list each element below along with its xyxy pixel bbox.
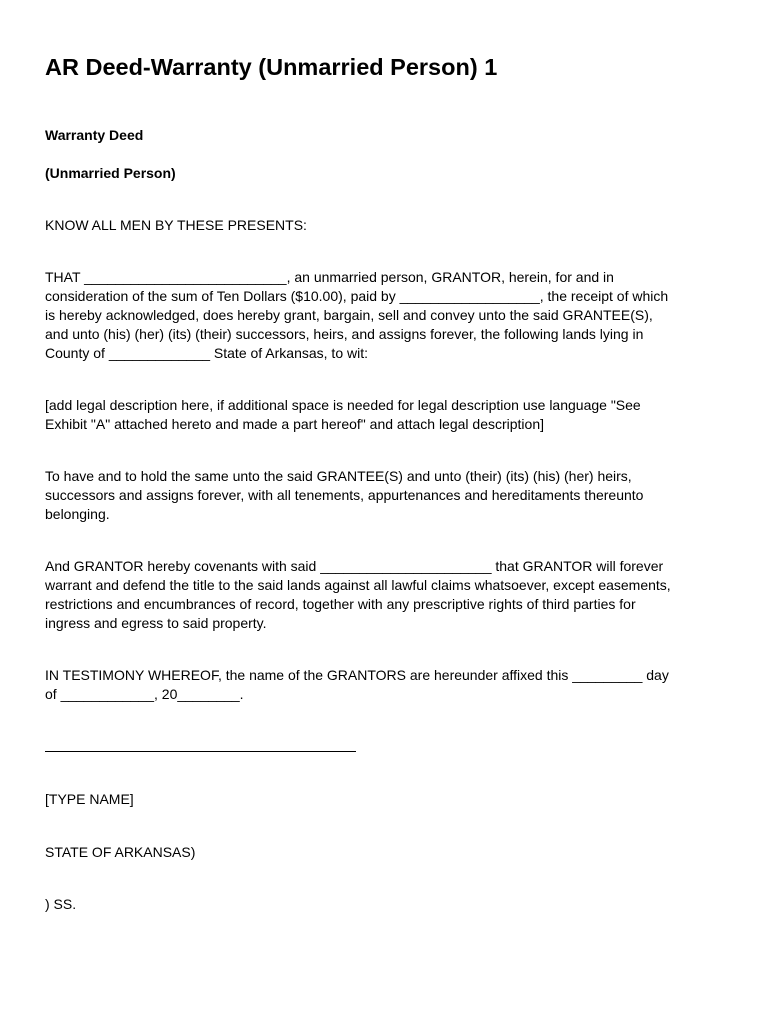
intro-text: KNOW ALL MEN BY THESE PRESENTS: [45, 217, 307, 233]
paragraph-1-line: and unto (his) (her) (its) (their) successors, heirs, and assigns forever, the following lands lying in [45, 326, 644, 342]
paragraph-5-line: IN TESTIMONY WHEREOF, the name of the GRANTORS are hereunder affixed this _________ day [45, 667, 669, 683]
paragraph-3-line: belonging. [45, 506, 110, 522]
paragraph-1-line: consideration of the sum of Ten Dollars ($10.00), paid by __________________, the receipt of which [45, 288, 669, 304]
ss-line: ) SS. [45, 896, 77, 912]
paragraph-5-line: of ____________, 20________. [45, 686, 244, 702]
paragraph-4-line: And GRANTOR hereby covenants with said ______________________ that GRANTOR will forever [45, 558, 664, 574]
paragraph-4-line: ingress and egress to said property. [45, 615, 267, 631]
paragraph-3-line: To have and to hold the same unto the said GRANTEE(S) and unto (their) (its) (his) (her) heirs, [45, 468, 632, 484]
paragraph-2-line: Exhibit "A" attached hereto and made a part hereof" and attach legal description] [45, 416, 545, 432]
deed-heading: Warranty Deed [45, 127, 144, 143]
paragraph-3-line: successors and assigns forever, with all tenements, appurtenances and hereditaments thereunto [45, 487, 644, 503]
paragraph-2-line: [add legal description here, if additional space is needed for legal description use language "See [45, 397, 641, 413]
type-name-placeholder: [TYPE NAME] [45, 791, 134, 807]
deed-subheading: (Unmarried Person) [45, 165, 176, 181]
state-line: STATE OF ARKANSAS) [45, 844, 196, 860]
paragraph-1-line: County of _____________ State of Arkansas, to wit: [45, 345, 368, 361]
paragraph-4-line: warrant and defend the title to the said lands against all lawful claims whatsoever, except easements, [45, 577, 671, 593]
signature-line [45, 751, 356, 752]
document-title: AR Deed-Warranty (Unmarried Person) 1 [45, 54, 498, 80]
paragraph-4-line: restrictions and encumbrances of record, together with any prescriptive rights of third parties for [45, 596, 636, 612]
paragraph-1-line: THAT __________________________, an unmarried person, GRANTOR, herein, for and in [45, 269, 614, 285]
paragraph-1-line: is hereby acknowledged, does hereby grant, bargain, sell and convey unto the said GRANTEE(S), [45, 307, 653, 323]
